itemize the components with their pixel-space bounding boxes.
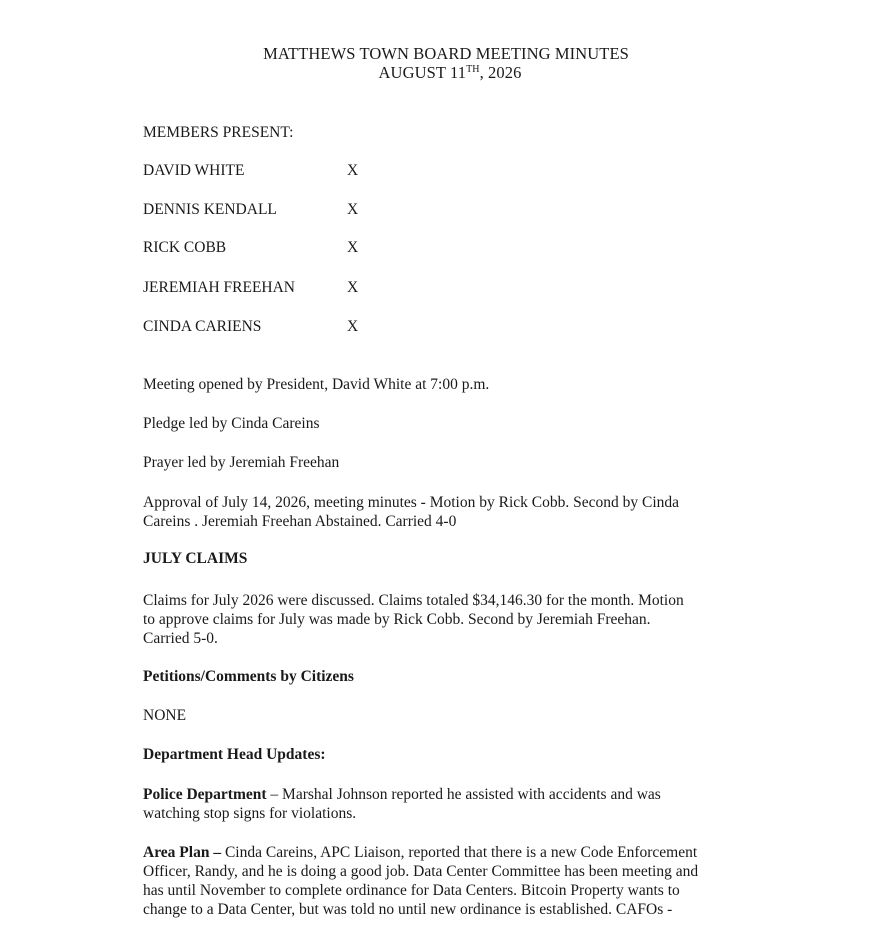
area-plan-line: has until November to complete ordinance for Data Centers. Bitcoin Property wants to	[143, 882, 680, 899]
member-name: RICK COBB	[143, 239, 227, 256]
claims-line: to approve claims for July was made by Rick Cobb. Second by Jeremiah Freehan.	[143, 611, 651, 628]
document-title: MATTHEWS TOWN BOARD MEETING MINUTES	[263, 44, 629, 63]
meeting-opened-text: Meeting opened by President, David White at 7:00 p.m.	[143, 376, 490, 393]
member-name: DENNIS KENDALL	[143, 201, 277, 218]
petitions-heading: Petitions/Comments by Citizens	[143, 668, 354, 685]
approval-line: Careins . Jeremiah Freehan Abstained. Carried 4-0	[143, 513, 457, 530]
pledge-text: Pledge led by Cinda Careins	[143, 415, 320, 432]
police-line	[143, 785, 763, 804]
member-present-mark: X	[347, 201, 359, 218]
claims-line: Claims for July 2026 were discussed. Claims totaled $34,146.30 for the month. Motion	[143, 592, 684, 609]
member-present-mark: X	[347, 318, 359, 335]
member-name: CINDA CARIENS	[143, 318, 262, 335]
approval-paragraph	[143, 493, 763, 531]
member-present-mark: X	[347, 239, 359, 256]
july-claims-heading: JULY CLAIMS	[143, 550, 248, 567]
area-plan-line: Officer, Randy, and he is doing a good job. Data Center Committee has been meeting and	[143, 863, 699, 880]
police-text: – Marshal Johnson reported he assisted with accidents and was	[266, 786, 661, 803]
meeting-date	[4, 63, 892, 83]
petitions-body: NONE	[143, 707, 187, 724]
member-present-mark: X	[347, 279, 359, 296]
police-paragraph	[143, 785, 763, 823]
member-name: JEREMIAH FREEHAN	[143, 279, 295, 296]
member-present-mark: X	[347, 162, 359, 179]
department-head-heading: Department Head Updates:	[143, 746, 326, 763]
approval-line: Approval of July 14, 2026, meeting minutes - Motion by Rick Cobb. Second by Cinda	[143, 494, 679, 511]
area-plan-line	[143, 843, 763, 862]
area-plan-label: Area Plan –	[143, 844, 222, 861]
police-line: watching stop signs for violations.	[143, 805, 357, 822]
claims-line: Carried 5-0.	[143, 630, 218, 647]
date-suffix: , 2026	[479, 63, 522, 82]
area-plan-paragraph	[143, 843, 763, 919]
police-label: Police Department	[143, 786, 267, 803]
date-prefix: AUGUST 11	[378, 63, 467, 82]
members-present-label: MEMBERS PRESENT:	[143, 124, 294, 141]
area-plan-text: Cinda Careins, APC Liaison, reported that there is a new Code Enforcement	[221, 844, 698, 861]
prayer-text: Prayer led by Jeremiah Freehan	[143, 454, 340, 471]
area-plan-line: change to a Data Center, but was told no until new ordinance is established. CAFOs -	[143, 901, 673, 918]
date-superscript: TH	[466, 64, 480, 75]
july-claims-paragraph	[143, 591, 763, 648]
member-name: DAVID WHITE	[143, 162, 245, 179]
